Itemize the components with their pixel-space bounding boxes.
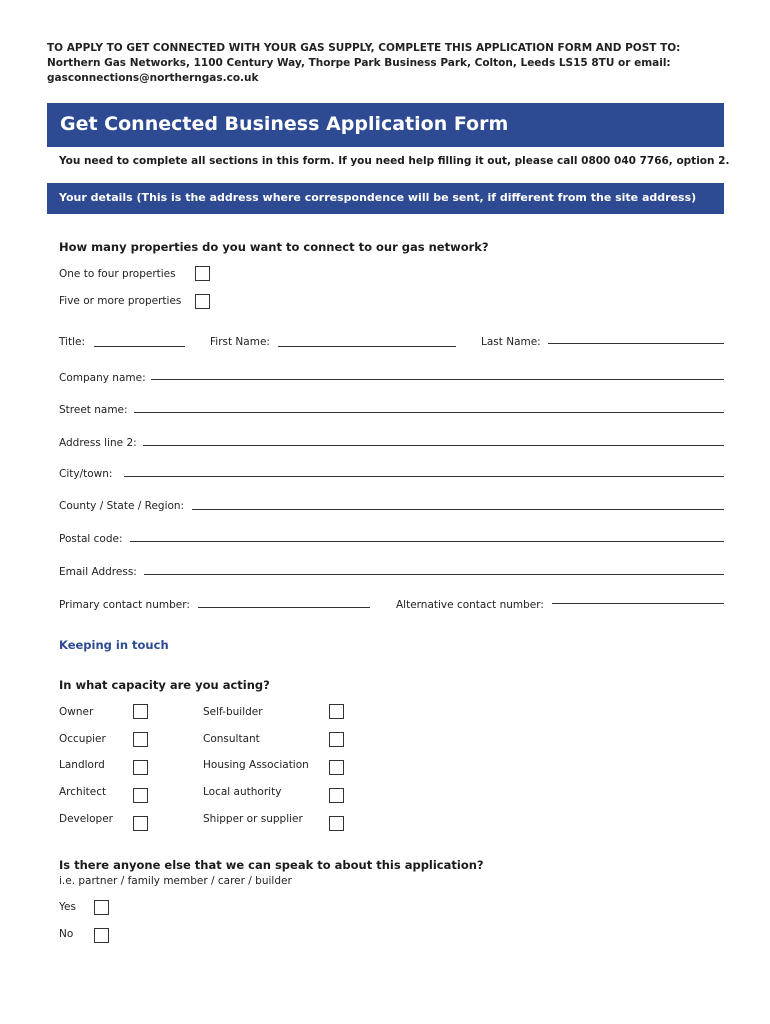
capacity-self-builder-label: Self-builder [203,706,263,718]
form-intro: You need to complete all sections in this form. If you need help filling it out, please call 0800 040 7766, option 2. [59,155,730,167]
title-label: Title: [59,336,86,348]
primary-contact-field[interactable] [198,607,370,608]
your-details-section-bar [47,183,724,214]
contact-no-checkbox[interactable] [94,928,109,943]
contact-yes-checkbox[interactable] [94,900,109,915]
instructions-email[interactable]: gasconnections@northerngas.co.uk [47,72,259,84]
capacity-owner-checkbox[interactable] [133,704,148,719]
your-details-heading: Your details (This is the address where correspondence will be sent, if different from the site address) [59,191,697,204]
capacity-developer-label: Developer [59,813,114,825]
alternative-contact-field[interactable] [552,603,724,604]
capacity-housing-association-label: Housing Association [203,759,309,771]
email-field[interactable] [144,574,724,575]
capacity-occupier-checkbox[interactable] [133,732,148,747]
contact-no-label: No [59,928,74,940]
city-town-field[interactable] [124,476,724,477]
capacity-shipper-checkbox[interactable] [329,816,344,831]
capacity-architect-label: Architect [59,786,107,798]
last-name-label: Last Name: [481,336,541,348]
street-name-field[interactable] [134,412,724,413]
instructions-line-1: TO APPLY TO GET CONNECTED WITH YOUR GAS SUPPLY, COMPLETE THIS APPLICATION FORM AND POST TO: [47,42,681,54]
capacity-shipper-label: Shipper or supplier [203,813,303,825]
postal-code-label: Postal code: [59,533,123,545]
company-name-label: Company name: [59,372,146,384]
five-or-more-properties-checkbox[interactable] [195,294,210,309]
capacity-developer-checkbox[interactable] [133,816,148,831]
first-name-field[interactable] [278,346,456,347]
email-label: Email Address: [59,566,137,578]
capacity-occupier-label: Occupier [59,733,106,745]
other-contact-question: Is there anyone else that we can speak to about this application? [59,858,484,872]
street-name-label: Street name: [59,404,128,416]
city-town-label: City/town: [59,468,113,480]
capacity-local-authority-checkbox[interactable] [329,788,344,803]
county-field[interactable] [192,509,724,510]
one-to-four-properties-checkbox[interactable] [195,266,210,281]
postal-code-field[interactable] [130,541,724,542]
address-line-2-field[interactable] [143,445,724,446]
form-title-bar [47,103,724,147]
capacity-local-authority-label: Local authority [203,786,282,798]
first-name-label: First Name: [210,336,270,348]
address-line-2-label: Address line 2: [59,437,137,449]
keeping-in-touch-heading: Keeping in touch [59,638,169,652]
capacity-landlord-label: Landlord [59,759,105,771]
capacity-owner-label: Owner [59,706,94,718]
properties-option-label: One to four properties [59,268,176,280]
last-name-field[interactable] [548,343,724,344]
capacity-consultant-label: Consultant [203,733,260,745]
capacity-question: In what capacity are you acting? [59,678,270,692]
capacity-consultant-checkbox[interactable] [329,732,344,747]
capacity-housing-association-checkbox[interactable] [329,760,344,775]
properties-option-label: Five or more properties [59,295,182,307]
capacity-landlord-checkbox[interactable] [133,760,148,775]
form-title: Get Connected Business Application Form [60,113,509,135]
other-contact-hint: i.e. partner / family member / carer / builder [59,875,292,887]
postal-instructions [47,41,727,86]
instructions-line-2: Northern Gas Networks, 1100 Century Way, Thorpe Park Business Park, Colton, Leeds LS15 8TU or email: [47,57,671,69]
properties-question: How many properties do you want to connect to our gas network? [59,240,489,254]
capacity-self-builder-checkbox[interactable] [329,704,344,719]
contact-yes-label: Yes [59,901,76,913]
county-label: County / State / Region: [59,500,185,512]
title-field[interactable] [94,346,185,347]
capacity-architect-checkbox[interactable] [133,788,148,803]
primary-contact-label: Primary contact number: [59,599,190,611]
company-name-field[interactable] [151,379,724,380]
alternative-contact-label: Alternative contact number: [396,599,544,611]
